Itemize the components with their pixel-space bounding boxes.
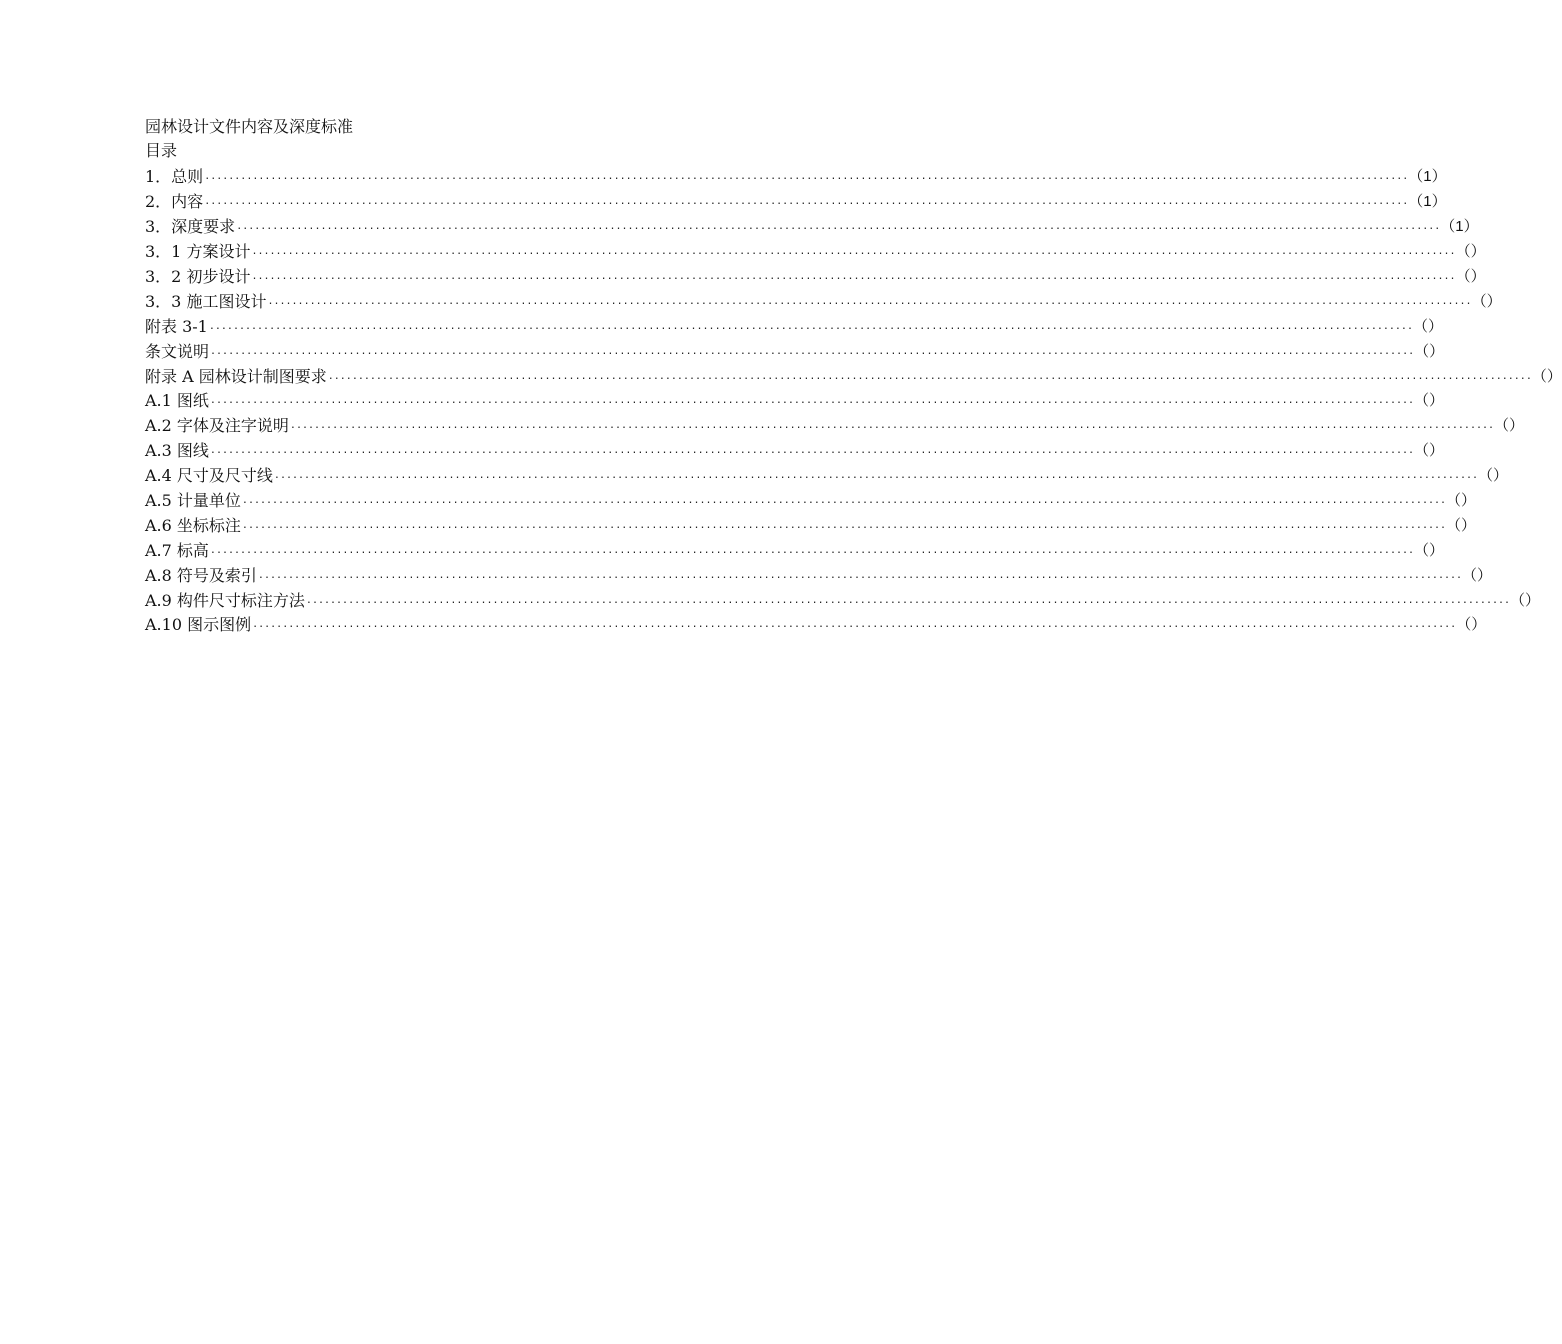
toc-dot-leader: ........................................................................................................................................................................................................ xyxy=(241,495,1447,507)
toc-entry[interactable] xyxy=(145,190,1447,215)
toc-entry-page: （1） xyxy=(1408,193,1447,211)
toc-entry-page: （） xyxy=(1412,317,1443,335)
toc-entry-label: 3．深度要求 xyxy=(145,217,236,237)
toc-entry-label: A.5 计量单位 xyxy=(145,491,241,511)
toc-entry-page: （） xyxy=(1414,442,1445,460)
toc-entry-label: A.1 图纸 xyxy=(145,391,209,411)
toc-entry-page: （） xyxy=(1455,268,1486,285)
toc-entry-label: A.9 构件尺寸标注方法 xyxy=(145,590,305,610)
toc-entry-label: 条文说明 xyxy=(145,341,210,361)
toc-entry-label: A.2 字体及注字说明 xyxy=(145,416,289,436)
toc-dot-leader: ........................................................................................................................................................................................................ xyxy=(209,395,1415,407)
toc-entry-page: （） xyxy=(1462,566,1493,584)
toc-entry-page: （） xyxy=(1478,467,1509,485)
toc-entry[interactable] xyxy=(145,588,1541,613)
toc-entry-label: A.7 标高 xyxy=(145,540,209,560)
toc-entry-page: （） xyxy=(1414,342,1445,360)
toc-entry-label: A.10 图示图例 xyxy=(145,615,252,635)
toc-dot-leader: ........................................................................................................................................................................................................ xyxy=(327,370,1532,382)
toc-dot-leader: ........................................................................................................................................................................................................ xyxy=(208,320,1413,332)
toc-entry[interactable] xyxy=(145,538,1445,563)
toc-entry-label: 3．2 初步设计 xyxy=(145,267,251,286)
toc-dot-leader: ........................................................................................................................................................................................................ xyxy=(257,569,1463,581)
toc-entry[interactable] xyxy=(145,464,1509,489)
toc-entry-page: （） xyxy=(1414,541,1445,559)
toc-dot-leader: ........................................................................................................................................................................................................ xyxy=(289,420,1495,432)
toc-entry[interactable] xyxy=(145,414,1525,439)
toc-entry-page: （） xyxy=(1446,492,1477,510)
toc-entry-label: 附表 3-1 xyxy=(145,316,208,336)
toc-entry-label: 3．1 方案设计 xyxy=(145,242,251,262)
toc-entry-label: A.3 图线 xyxy=(145,441,209,461)
toc-dot-leader: ........................................................................................................................................................................................................ xyxy=(204,171,1409,183)
toc-entry[interactable] xyxy=(145,165,1447,190)
toc-entry[interactable] xyxy=(145,613,1487,638)
toc-entry[interactable] xyxy=(145,289,1502,314)
toc-entry-page: （） xyxy=(1494,417,1525,435)
toc-entry[interactable] xyxy=(145,265,1486,290)
toc-entry-page: （1） xyxy=(1408,168,1447,186)
toc-entry-page: （） xyxy=(1510,591,1541,609)
toc-dot-leader: ........................................................................................................................................................................................................ xyxy=(204,196,1409,208)
toc-dot-leader: ........................................................................................................................................................................................................ xyxy=(273,470,1479,482)
toc-dot-leader: ........................................................................................................................................................................................................ xyxy=(267,295,1472,307)
toc-dot-leader: ........................................................................................................................................................................................................ xyxy=(209,544,1415,556)
toc-entry-page: （） xyxy=(1446,516,1477,534)
toc-dot-leader: ........................................................................................................................................................................................................ xyxy=(210,345,1415,357)
toc-entry[interactable] xyxy=(145,339,1445,364)
toc-entry-page: （） xyxy=(1414,392,1445,410)
toc-dot-leader: ........................................................................................................................................................................................................ xyxy=(251,246,1456,258)
toc-entry-page: （） xyxy=(1456,616,1487,634)
toc-dot-leader: ........................................................................................................................................................................................................ xyxy=(305,594,1511,606)
toc-entry[interactable] xyxy=(145,314,1443,339)
toc-entry[interactable] xyxy=(145,439,1445,464)
toc-entry-label: 3．3 施工图设计 xyxy=(145,291,267,311)
toc-entry-label: A.8 符号及索引 xyxy=(145,565,257,585)
toc-entry-page: （） xyxy=(1455,243,1486,261)
toc-entry[interactable] xyxy=(145,389,1445,414)
toc-entry-page: （1） xyxy=(1440,218,1479,236)
toc-heading: 目录 xyxy=(145,141,178,160)
table-of-contents xyxy=(145,165,1562,638)
toc-entry[interactable] xyxy=(145,489,1477,514)
toc-dot-leader: ........................................................................................................................................................................................................ xyxy=(252,619,1457,631)
toc-dot-leader: ........................................................................................................................................................................................................ xyxy=(251,271,1456,282)
toc-entry-label: A.4 尺寸及尺寸线 xyxy=(145,466,273,486)
toc-entry[interactable] xyxy=(145,513,1477,538)
toc-dot-leader: ........................................................................................................................................................................................................ xyxy=(209,445,1415,457)
toc-entry-label: 1．总则 xyxy=(145,167,204,187)
toc-entry-label: 2．内容 xyxy=(145,192,204,212)
toc-entry-label: 附录 A 园林设计制图要求 xyxy=(145,366,327,386)
toc-entry-page: （） xyxy=(1531,367,1562,385)
toc-entry[interactable] xyxy=(145,563,1493,588)
document-title: 园林设计文件内容及深度标准 xyxy=(145,117,354,136)
toc-entry-label: A.6 坐标标注 xyxy=(145,515,241,535)
toc-dot-leader: ........................................................................................................................................................................................................ xyxy=(241,519,1447,531)
toc-entry-page: （） xyxy=(1471,292,1502,310)
toc-entry[interactable] xyxy=(145,240,1486,265)
toc-entry[interactable] xyxy=(145,215,1479,240)
toc-entry[interactable] xyxy=(145,364,1562,389)
toc-dot-leader: ........................................................................................................................................................................................................ xyxy=(236,221,1441,233)
